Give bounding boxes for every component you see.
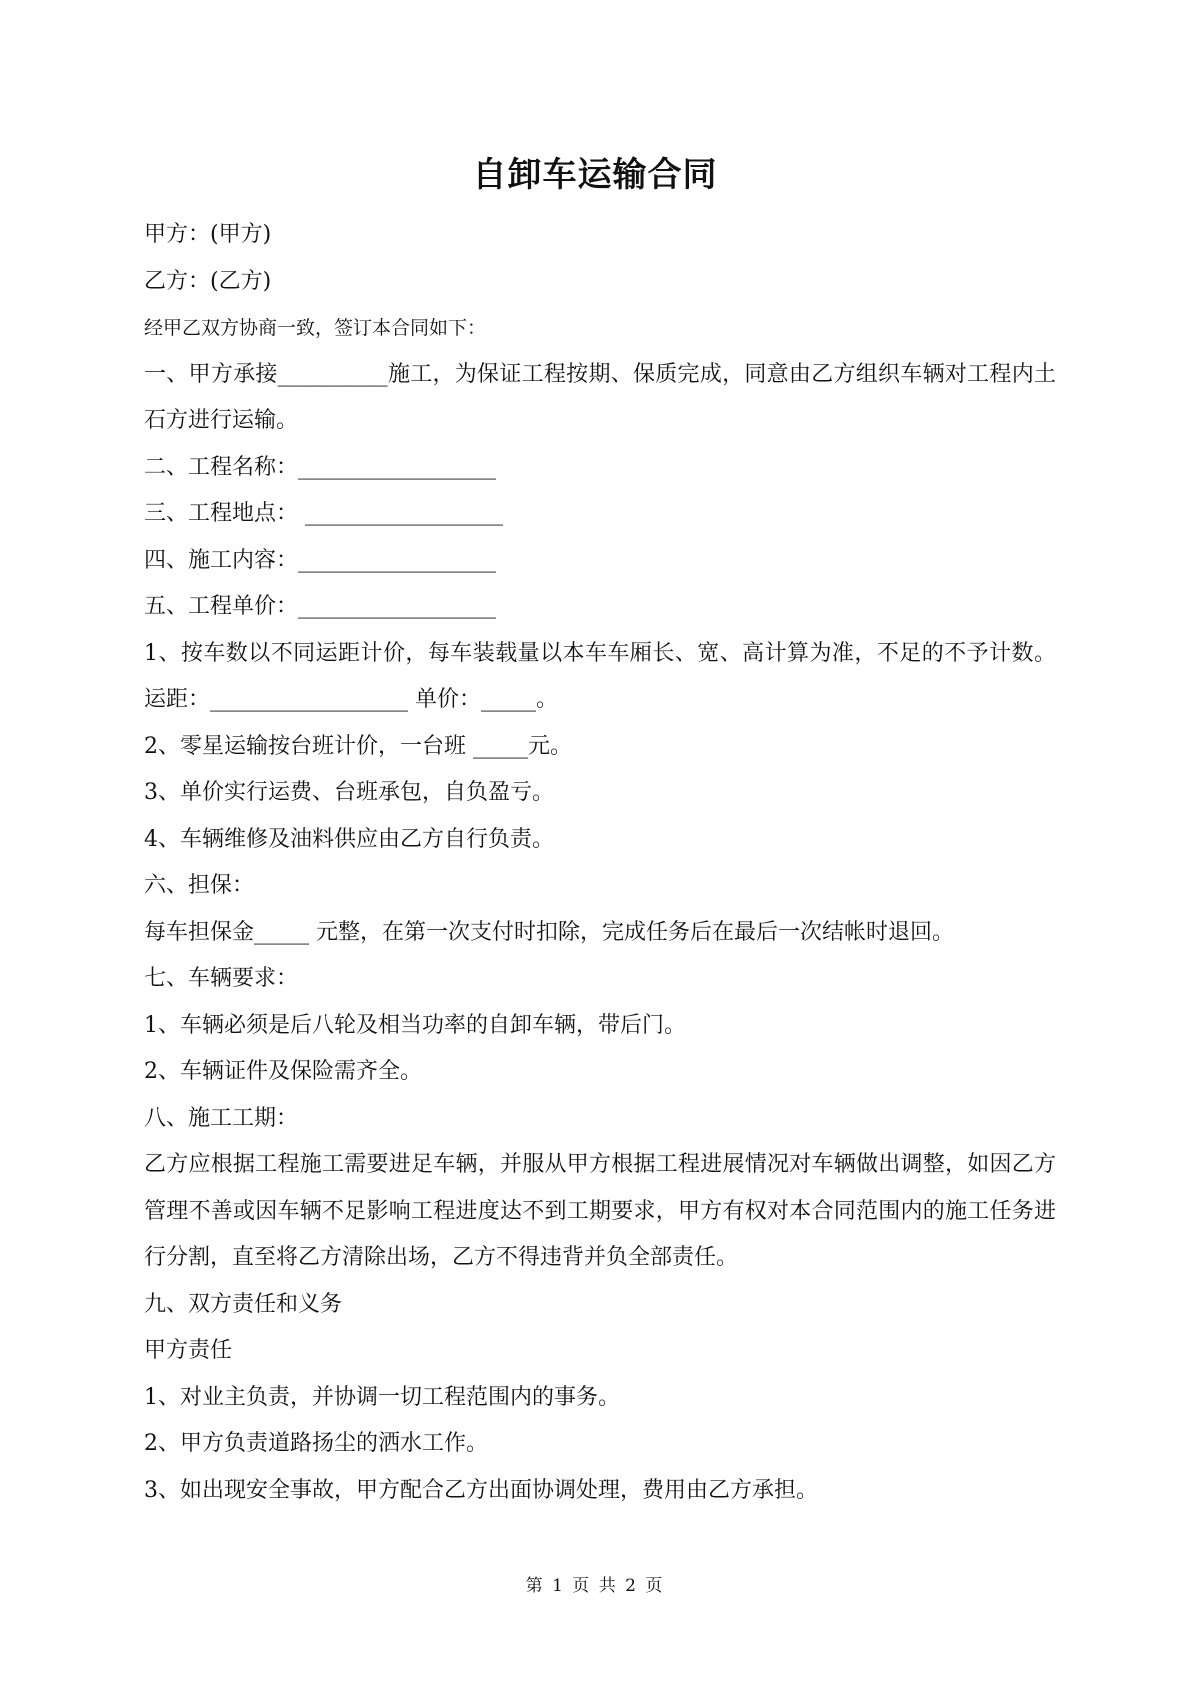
clause-1-undertaking: 一、甲方承接__________施工，为保证工程按期、保质完成，同意由乙方组织车辆对工程内土石方进行运输。 — [144, 361, 1056, 433]
vehicle-item-1: 1、车辆必须是后八轮及相当功率的自卸车辆，带后门。 — [144, 1012, 686, 1038]
party-b-line: 乙方：(乙方) — [144, 268, 272, 294]
party-a-line: 甲方：(甲方) — [144, 222, 272, 247]
preamble-line: 经甲乙双方协商一致，签订本合同如下： — [144, 317, 487, 339]
clause-8-construction-period: 八、施工工期： — [144, 1105, 299, 1131]
responsibility-item-1: 1、对业主负责，并协调一切工程范围内的事务。 — [144, 1384, 620, 1410]
guarantee-text: 每车担保金_____ 元整，在第一次支付时扣除，完成任务后在最后一次结帐时退回。 — [144, 919, 954, 945]
price-item-1: 1、按车数以不同运距计价，每车装载量以本车车厢长、宽、高计算为准，不足的不予计数。运距：__________________ 单价：_____。 — [144, 640, 1056, 712]
period-text: 乙方应根据工程施工需要进足车辆，并服从甲方根据工程进展情况对车辆做出调整，如因乙方管理不善或因车辆不足影响工程进度达不到工期要求，甲方有权对本合同范围内的施工任务进行分割，直至将乙方清除出场，乙方不得违背并负全部责任。 — [144, 1152, 1056, 1270]
clause-3-project-location: 三、工程地点： __________________ — [144, 501, 503, 526]
clause-4-construction-content: 四、施工内容：__________________ — [144, 547, 497, 573]
page-footer: 第 1 页 共 2 页 — [525, 1576, 665, 1596]
responsibility-item-3: 3、如出现安全事故，甲方配合乙方出面协调处理，费用由乙方承担。 — [144, 1477, 818, 1503]
price-item-4: 4、车辆维修及油料供应由乙方自行负责。 — [144, 826, 554, 852]
vehicle-item-2: 2、车辆证件及保险需齐全。 — [144, 1059, 422, 1084]
clause-6-guarantee: 六、担保： — [144, 873, 255, 898]
clause-5-unit-price: 五、工程单价：__________________ — [144, 594, 497, 619]
clause-9-responsibilities: 九、双方责任和义务 — [144, 1291, 343, 1317]
responsibility-item-2: 2、甲方负责道路扬尘的洒水工作。 — [144, 1431, 488, 1456]
contract-body — [144, 212, 1056, 1514]
clause-7-vehicle-requirements: 七、车辆要求： — [144, 966, 299, 991]
price-item-3: 3、单价实行运费、台班承包，自负盈亏。 — [144, 780, 554, 805]
contract-title: 自卸车运输合同 — [472, 155, 718, 195]
price-item-2: 2、零星运输按台班计价，一台班 _____元。 — [144, 733, 572, 759]
party-a-responsibility-heading: 甲方责任 — [144, 1338, 233, 1363]
clause-2-project-name: 二、工程名称：__________________ — [144, 454, 497, 480]
